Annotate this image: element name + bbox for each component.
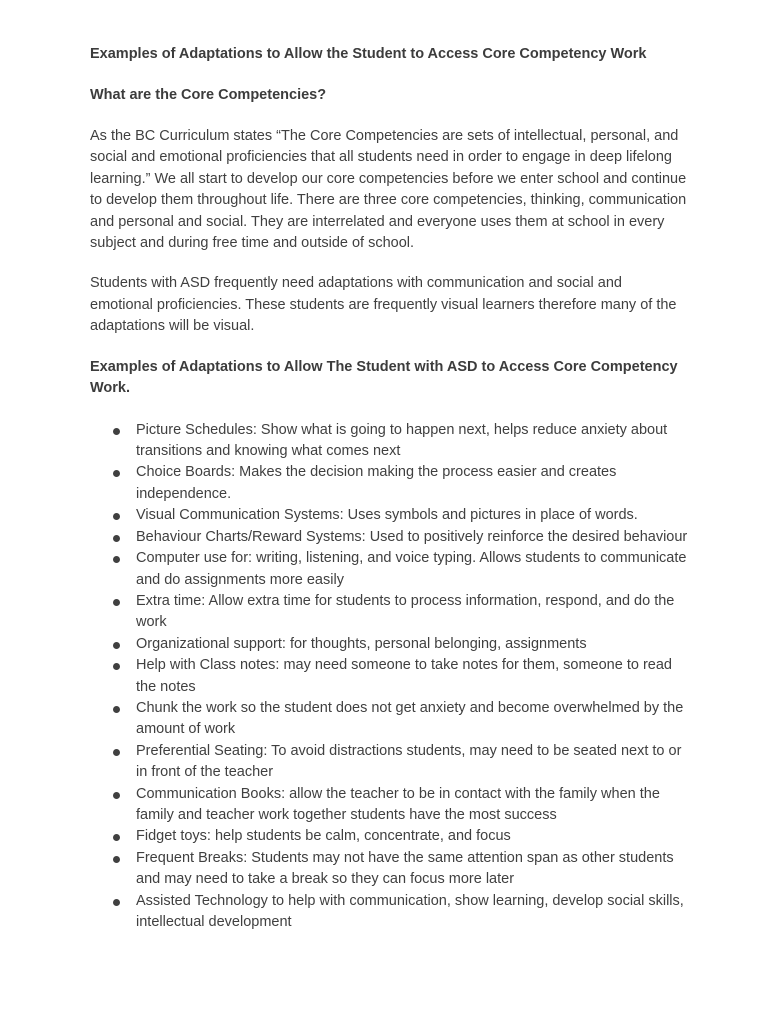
- bullet-icon: [113, 556, 120, 563]
- list-item-text: Visual Communication Systems: Uses symbols and pictures in place of words.: [136, 507, 638, 524]
- adaptations-list: [90, 420, 688, 934]
- list-item-text: Fidget toys: help students be calm, concentrate, and focus: [136, 828, 511, 845]
- bullet-icon: [113, 513, 120, 520]
- list-item: [90, 741, 688, 784]
- bullet-icon: [113, 899, 120, 906]
- list-item-text: Picture Schedules: Show what is going to happen next, helps reduce anxiety about transitions and knowing what comes next: [136, 421, 668, 460]
- list-item: [90, 634, 688, 655]
- section-heading-examples: Examples of Adaptations to Allow The Student with ASD to Access Core Competency Work.: [90, 358, 678, 396]
- list-item-text: Chunk the work so the student does not get anxiety and become overwhelmed by the amount of work: [136, 699, 684, 738]
- bullet-icon: [113, 642, 120, 649]
- list-item: [90, 591, 688, 634]
- asd-paragraph: Students with ASD frequently need adaptations with communication and social and emotional proficiencies. These students are frequently visual learners therefore many of the adaptations will be visual.: [90, 275, 677, 335]
- bullet-icon: [113, 535, 120, 542]
- list-item: [90, 698, 688, 741]
- document-title: Examples of Adaptations to Allow the Student to Access Core Competency Work: [90, 46, 647, 62]
- document-page: [90, 44, 688, 933]
- list-item-text: Frequent Breaks: Students may not have the same attention span as other students and may need to take a break so they can focus more later: [136, 849, 674, 888]
- list-item: [90, 420, 688, 463]
- bullet-icon: [113, 834, 120, 841]
- bullet-icon: [113, 428, 120, 435]
- list-item-text: Behaviour Charts/Reward Systems: Used to positively reinforce the desired behaviour: [136, 528, 688, 545]
- list-item: [90, 655, 688, 698]
- list-item-text: Choice Boards: Makes the decision making the process easier and creates independence.: [136, 464, 617, 502]
- list-item: [90, 848, 688, 891]
- bullet-icon: [113, 856, 120, 863]
- list-item-text: Communication Books: allow the teacher to be in contact with the family when the family and teacher work together students have the most success: [136, 785, 660, 823]
- list-item: [90, 505, 688, 526]
- list-item: [90, 826, 688, 847]
- bullet-icon: [113, 706, 120, 713]
- list-item: [90, 462, 688, 505]
- list-item: [90, 784, 688, 827]
- list-item-text: Organizational support: for thoughts, personal belonging, assignments: [136, 635, 587, 652]
- bullet-icon: [113, 470, 120, 477]
- bullet-icon: [113, 599, 120, 606]
- bullet-icon: [113, 663, 120, 670]
- list-item-text: Extra time: Allow extra time for students to process information, respond, and do the work: [136, 592, 675, 631]
- bullet-icon: [113, 749, 120, 756]
- list-item: [90, 527, 688, 548]
- list-item-text: Help with Class notes: may need someone to take notes for them, someone to read the notes: [136, 657, 672, 695]
- list-item: [90, 891, 688, 934]
- intro-paragraph: As the BC Curriculum states “The Core Competencies are sets of intellectual, personal, and social and emotional proficiencies that all students need in order to engage in deep lifelong learning.” We all start to develop our core competencies before we enter school and continue to develop them throughout life. There are three core competencies, thinking, communication and personal and social. They are interrelated and everyone uses them at school in every subject and during free time and outside of school.: [90, 128, 687, 252]
- list-item-text: Computer use for: writing, listening, and voice typing. Allows students to communicate and do assignments more easily: [136, 550, 687, 588]
- section-heading-core-competencies: What are the Core Competencies?: [90, 87, 327, 103]
- list-item-text: Preferential Seating: To avoid distractions students, may need to be seated next to or in front of the teacher: [136, 742, 682, 781]
- bullet-icon: [113, 792, 120, 799]
- list-item-text: Assisted Technology to help with communication, show learning, develop social skills, intellectual development: [136, 892, 684, 930]
- list-item: [90, 548, 688, 591]
